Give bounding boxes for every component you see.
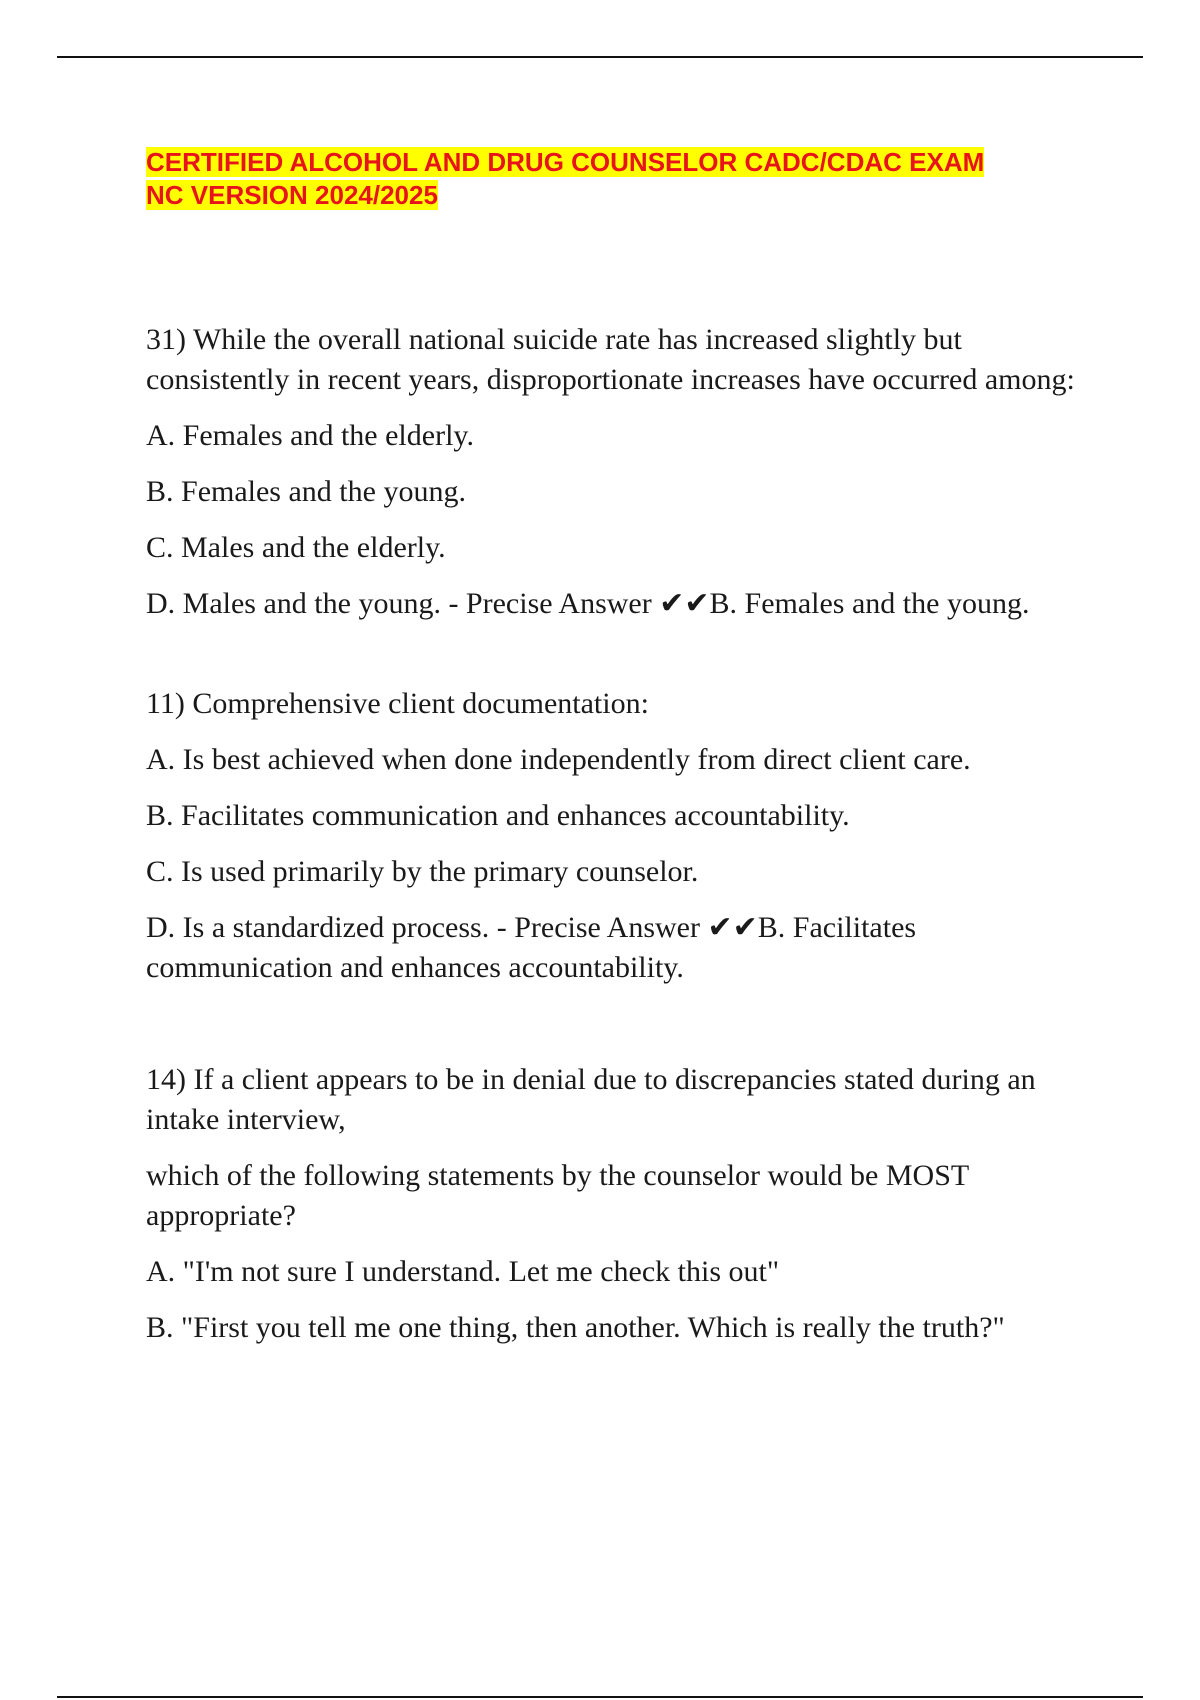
answer-option: B. "First you tell me one thing, then another. Which is really the truth?" (146, 1311, 1005, 1344)
question-stem-continued: which of the following statements by the counselor would be MOST appropriate? (146, 1159, 969, 1232)
answer-option-with-key: D. Is a standardized process. - Precise Answer ✔✔B. Facilitates communication and enhances accountability. (146, 911, 917, 984)
question-stem: 11) Comprehensive client documentation: (146, 687, 649, 720)
question-31 (146, 320, 1086, 624)
answer-option: A. "I'm not sure I understand. Let me check this out" (146, 1255, 780, 1288)
answer-option: B. Females and the young. (146, 475, 466, 508)
title-line-2: NC VERSION 2024/2025 (146, 180, 438, 210)
answer-option: A. Females and the elderly. (146, 419, 474, 452)
question-14 (146, 1060, 1086, 1348)
document-title (146, 146, 1066, 212)
answer-option: A. Is best achieved when done independently from direct client care. (146, 743, 971, 776)
answer-option-with-key: D. Males and the young. - Precise Answer ✔✔B. Females and the young. (146, 587, 1030, 620)
footer-rule (57, 1696, 1143, 1698)
title-line-1: CERTIFIED ALCOHOL AND DRUG COUNSELOR CADC/CDAC EXAM (146, 147, 985, 177)
header-rule (57, 56, 1143, 58)
question-11 (146, 684, 1086, 988)
question-stem: 31) While the overall national suicide rate has increased slightly but consistently in recent years, disproportionate increases have occurred among: (146, 323, 1075, 396)
answer-option: C. Is used primarily by the primary counselor. (146, 855, 699, 888)
question-stem: 14) If a client appears to be in denial due to discrepancies stated during an intake interview, (146, 1063, 1036, 1136)
answer-option: B. Facilitates communication and enhances accountability. (146, 799, 850, 832)
answer-option: C. Males and the elderly. (146, 531, 446, 564)
question-list (146, 320, 1086, 1408)
